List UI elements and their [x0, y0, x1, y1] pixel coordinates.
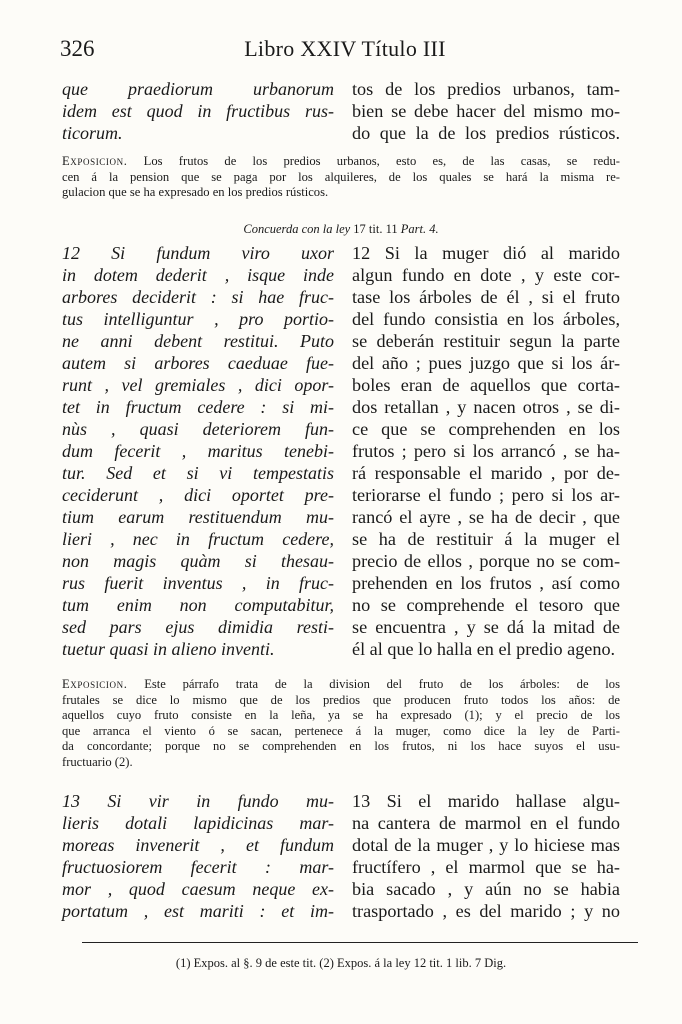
- latin-column-13: [62, 790, 334, 922]
- latin-line: lieri , nec in fructum cedere,: [62, 529, 334, 549]
- exposicion-line: gulacion que se ha expresado en los predios rústicos.: [62, 185, 329, 199]
- exposicion-label: Exposicion.: [62, 677, 128, 691]
- spanish-line: ce que se comprehenden en los: [352, 419, 620, 439]
- latin-line: rus fuerit inventus , in fruc-: [62, 573, 334, 593]
- latin-line: arbores deciderit : si hae fruc-: [62, 287, 334, 307]
- spanish-line: él al que lo halla en el predio ageno.: [352, 639, 616, 659]
- spanish-line: dotal de la muger , y lo hiciese mas: [352, 835, 620, 855]
- latin-line: ne anni debent restitui. Puto: [62, 331, 334, 351]
- latin-line: tet in fructum cedere : si mi-: [62, 397, 334, 417]
- spanish-line: do que la de los predios rústicos.: [352, 123, 620, 143]
- spanish-line: no se comprehende el tesoro que: [352, 595, 620, 615]
- concordance-prefix: Concuerda con la ley: [243, 222, 351, 236]
- exposicion-note-2: [62, 677, 620, 770]
- exposicion-label: Exposicion.: [62, 154, 128, 168]
- latin-line: tuetur quasi in alieno inventi.: [62, 639, 275, 659]
- latin-line: tum enim non computabitur,: [62, 595, 334, 615]
- exposicion-text: Los frutos de los predios urbanos, esto es, de las casas, se redu-: [127, 154, 620, 168]
- latin-line: moreas invenerit , et fundum: [62, 835, 334, 855]
- spanish-line: dos retallan , y nacen otros , se di-: [352, 397, 620, 417]
- spanish-line: rancó el ayre , se ha de decir , que: [352, 507, 620, 527]
- exposicion-line: frutales se dice lo mismo que de los predios que producen fruto todos los años: de: [62, 692, 620, 707]
- spanish-line: del fundo consistia en los árboles,: [352, 309, 620, 329]
- latin-column-12: [62, 242, 334, 660]
- latin-line: tium earum restituendum mu-: [62, 507, 334, 527]
- latin-line: tus intelliguntur , pro portio-: [62, 309, 334, 329]
- spanish-line: bia sacado , y aún no se habia: [352, 879, 620, 899]
- spanish-line: tos de los predios urbanos, tam-: [352, 79, 620, 99]
- exposicion-note-1: [62, 154, 620, 201]
- spanish-column-12: [352, 242, 620, 660]
- exposicion-line: da concordante; porque no se comprehenden en los frutos, ni los hace suyos el usu-: [62, 739, 620, 753]
- spanish-line: del año ; pues juzgo que si los ár-: [352, 353, 620, 373]
- latin-line: que praediorum urbanorum: [62, 79, 334, 99]
- latin-line: nùs , quasi deteriorem fun-: [62, 419, 334, 439]
- spanish-line: trasportado , es del marido ; y no: [352, 901, 620, 921]
- page-header: [60, 36, 630, 66]
- latin-line: 13 Si vir in fundo mu-: [62, 791, 334, 811]
- footnote: (1) Expos. al §. 9 de este tit. (2) Expos. á la ley 12 tit. 1 lib. 7 Dig.: [175, 956, 507, 970]
- concordance-suffix: Part. 4.: [400, 222, 439, 236]
- exposicion-line: fructuario (2).: [62, 754, 133, 769]
- latin-line: tur. Sed et si vi tempestatis: [62, 463, 334, 483]
- spanish-line: rá responsable el marido , por de-: [352, 463, 620, 483]
- spanish-line: 12 Si la muger dió al marido: [352, 243, 620, 263]
- spanish-line: se deberán restituir segun la parte: [352, 331, 620, 351]
- exposicion-line: [62, 677, 620, 693]
- spanish-line: fructífero , el marmol que se ha-: [352, 857, 620, 877]
- spanish-line: 13 Si el marido hallase algu-: [352, 791, 620, 811]
- latin-line: 12 Si fundum viro uxor: [62, 243, 334, 263]
- spanish-line: se ha de restituir á la muger el: [352, 529, 620, 549]
- exposicion-line: [62, 154, 620, 170]
- spanish-line: teriorarse el fundo ; pero si los ar-: [352, 485, 620, 505]
- spanish-line: algun fundo en dote , y este cor-: [352, 265, 620, 285]
- spanish-line: na cantera de marmol en el fundo: [352, 813, 620, 833]
- latin-line: sed pars ejus dimidia resti-: [62, 617, 334, 637]
- page-number: 326: [60, 36, 95, 61]
- latin-column-top: [62, 78, 334, 144]
- spanish-column-13: [352, 790, 620, 922]
- concordance-note: [62, 222, 620, 237]
- latin-line: idem est quod in fructibus rus-: [62, 101, 334, 121]
- latin-line: non magis quàm si thesau-: [62, 551, 334, 571]
- spanish-line: bien se debe hacer del mismo mo-: [352, 101, 620, 121]
- spanish-line: frutos ; pero si los arrancó , se ha-: [352, 441, 620, 461]
- exposicion-line: aquellos cuyo fruto consiste en la leña, ya se ha expresado (1); y el precio de los: [62, 708, 620, 722]
- concordance-ref: 17 tit. 11: [353, 222, 398, 236]
- latin-line: ceciderunt , dici oportet pre-: [62, 485, 334, 505]
- exposicion-line: cen á la pension que se paga por los alquileres, de los quales se hará la misma re-: [62, 169, 620, 184]
- exposicion-text: Este párrafo trata de la division del fruto de los árboles: de los: [127, 677, 620, 691]
- exposicion-line: que arranca el viento ó se sacan, pertenece á la muger, como dice la ley de Parti-: [62, 723, 620, 738]
- latin-line: mor , quod caesum neque ex-: [62, 879, 334, 899]
- latin-line: portatum , est mariti : et im-: [62, 901, 334, 921]
- running-title: Libro XXIV Título III: [244, 36, 446, 61]
- latin-line: autem si arbores caeduae fue-: [62, 353, 334, 373]
- latin-line: ticorum.: [62, 123, 123, 143]
- latin-line: lieris dotali lapidicinas mar-: [62, 813, 334, 833]
- spanish-column-top: [352, 78, 620, 144]
- spanish-line: boles eran de aquellos que corta-: [352, 375, 620, 395]
- latin-line: fructuosiorem fecerit : mar-: [62, 857, 334, 877]
- latin-line: runt , vel gremiales , dici opor-: [62, 375, 334, 395]
- spanish-line: tase los árboles de él , si el fruto: [352, 287, 620, 307]
- latin-line: dum fecerit , maritus tenebi-: [62, 441, 334, 461]
- latin-line: in dotem dederit , isque inde: [62, 265, 334, 285]
- spanish-line: prehenden en los frutos , así como: [352, 573, 620, 593]
- spanish-line: se encuentra , y se dá la mitad de: [352, 617, 620, 637]
- spanish-line: precio de ellos , porque no se com-: [352, 551, 620, 571]
- footnote-rule: [82, 942, 638, 943]
